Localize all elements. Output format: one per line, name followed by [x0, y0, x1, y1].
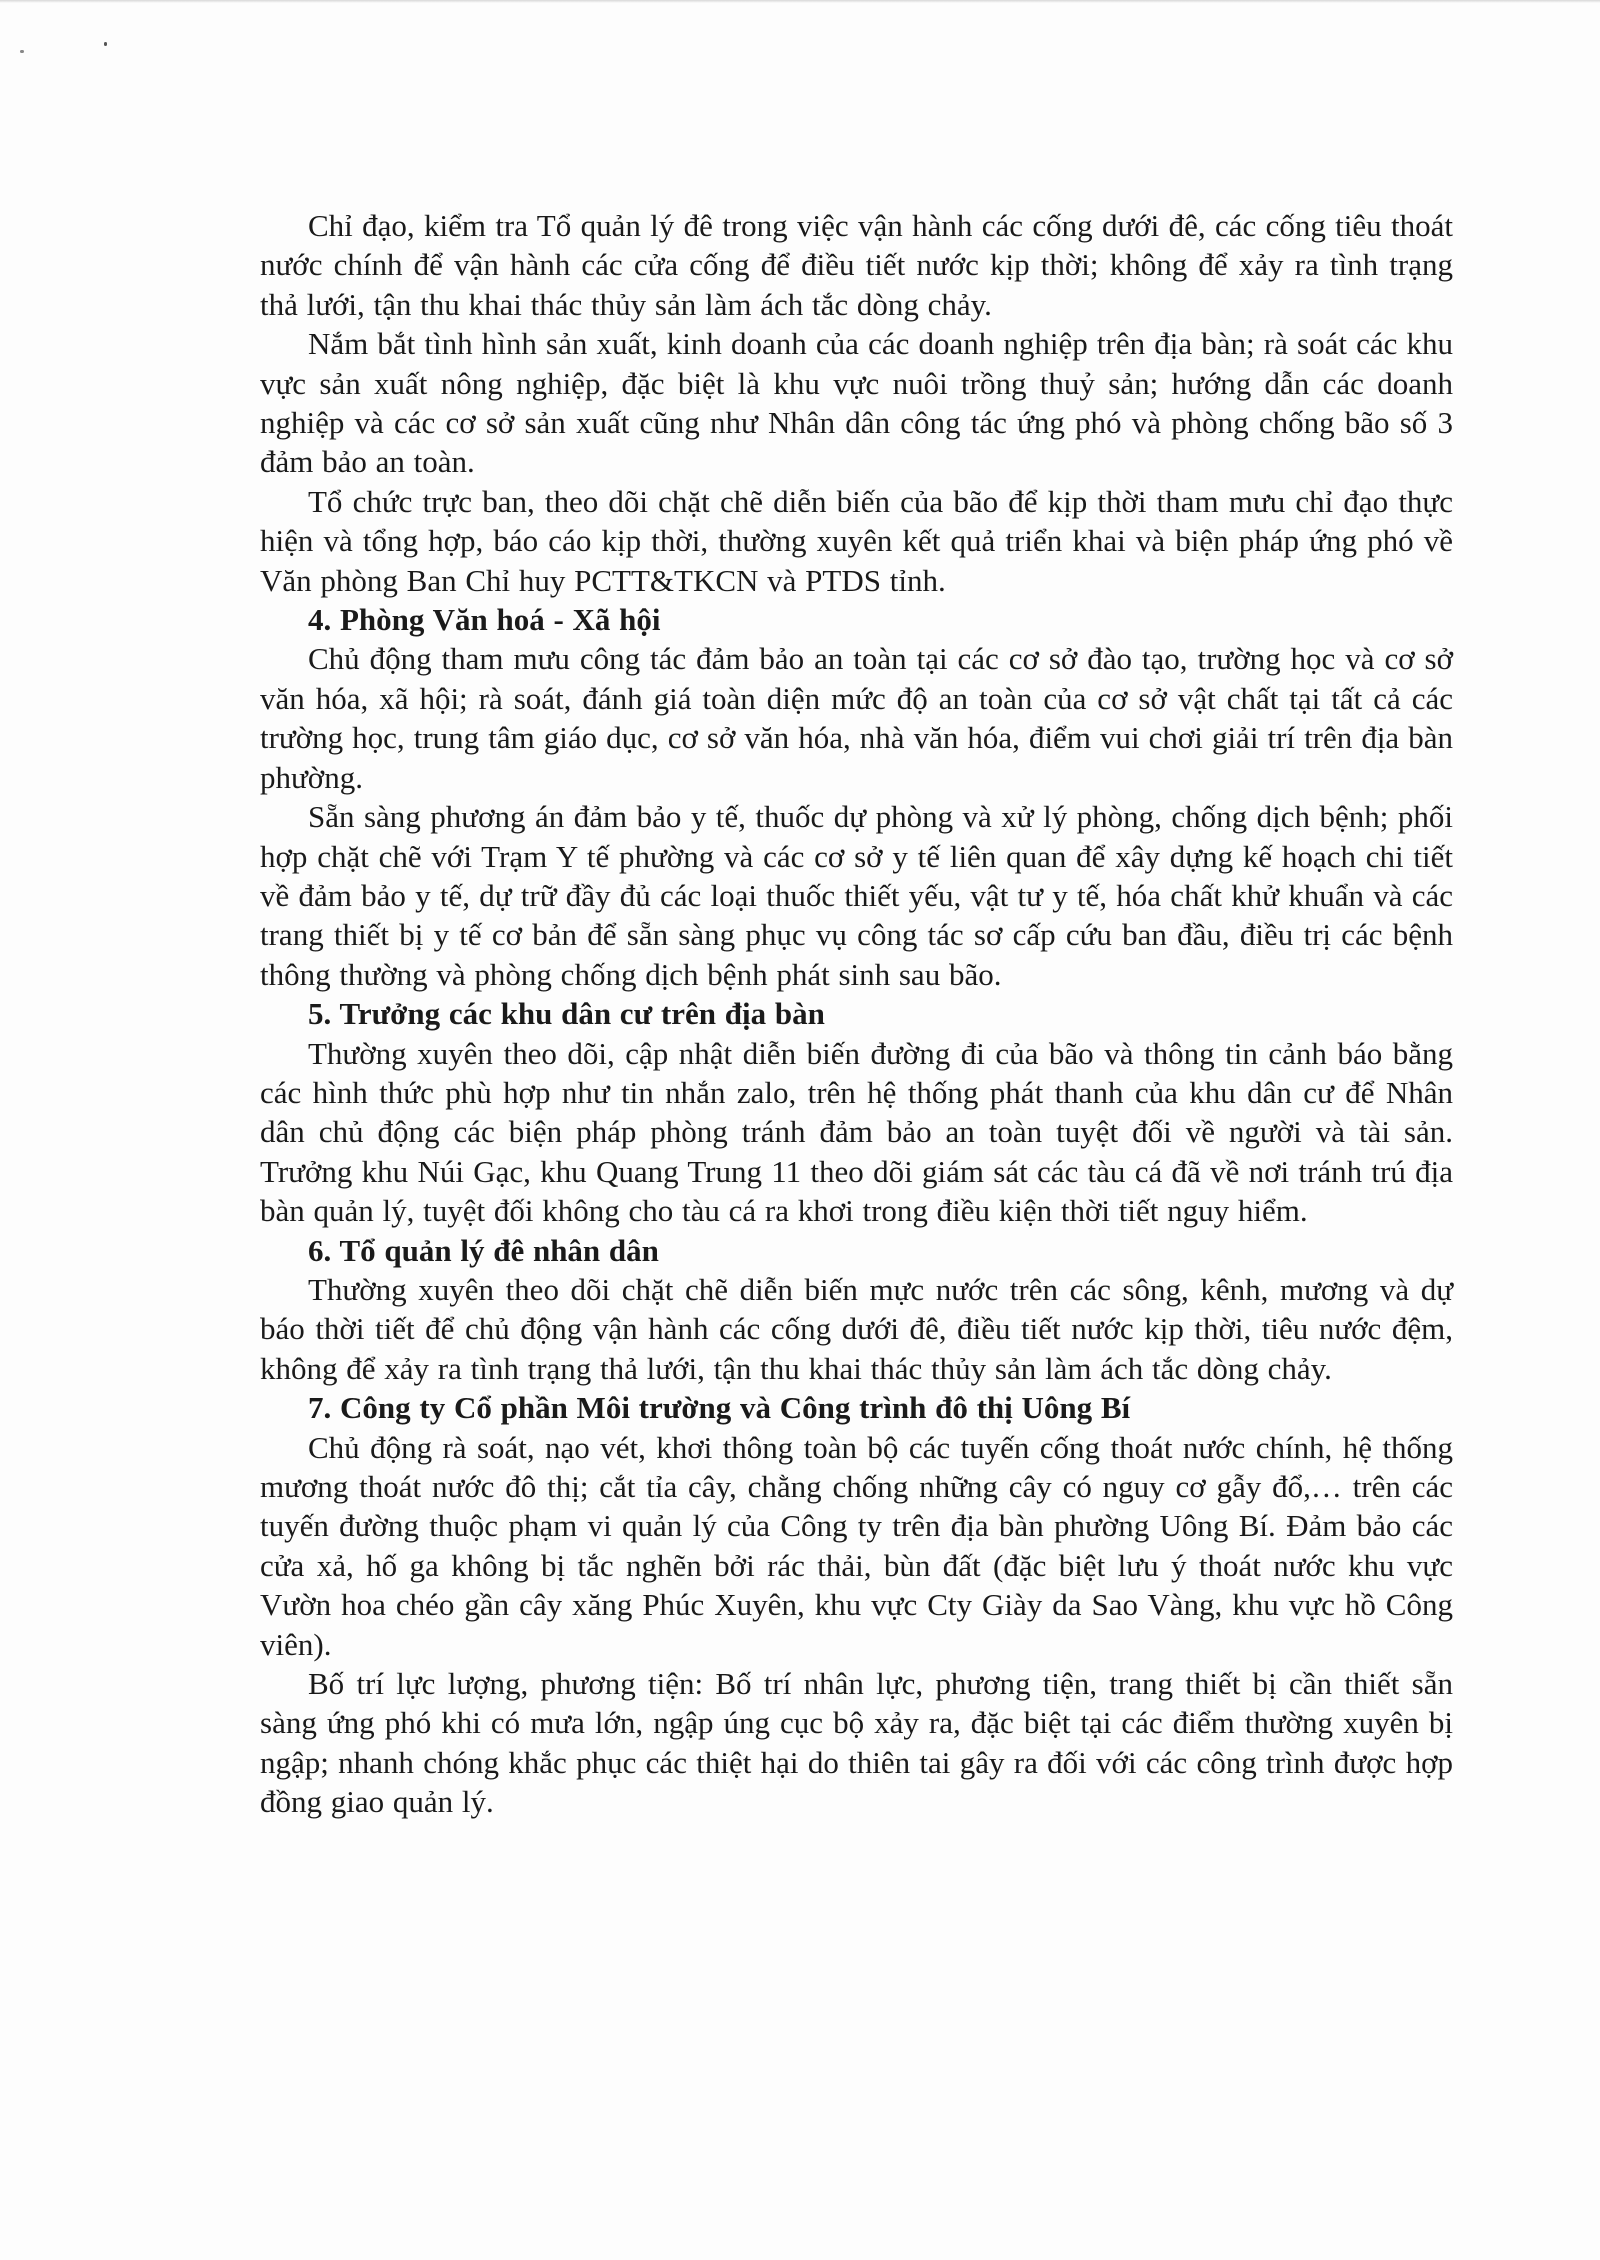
- paragraph-dike-monitoring: Thường xuyên theo dõi chặt chẽ diễn biến mực nước trên các sông, kênh, mương và dự báo thời tiết để chủ động vận hành các cống dưới đê, điều tiết nước kịp thời, tiêu nước đệm, không để xảy ra tình trạng thả lưới, tận thu khai thác thủy sản làm ách tắc dòng chảy.: [260, 1271, 1453, 1386]
- section-heading-culture-society: 4. Phòng Văn hoá - Xã hội: [308, 602, 661, 638]
- section-heading-residential-heads: 5. Trưởng các khu dân cư trên địa bàn: [308, 996, 825, 1032]
- paragraph-health-preparedness: Sẵn sàng phương án đảm bảo y tế, thuốc dự phòng và xử lý phòng, chống dịch bệnh; phối hợp chặt chẽ với Trạm Y tế phường và các cơ sở y tế liên quan để xây dựng kế hoạch chi tiết về đảm bảo y tế, dự trữ đầy đủ các loại thuốc thiết yếu, vật tư y tế, hóa chất khử khuẩn và các trang thiết bị y tế cơ bản để sẵn sàng phục vụ công tác sơ cấp cứu ban đầu, điều trị các bệnh thông thường và phòng chống dịch bệnh phát sinh sau bão.: [260, 799, 1453, 992]
- section-heading-environment-company: 7. Công ty Cổ phần Môi trường và Công trình đô thị Uông Bí: [308, 1390, 1131, 1426]
- scan-speck: [104, 42, 107, 46]
- paragraph-resources-deployment: Bố trí lực lượng, phương tiện: Bố trí nhân lực, phương tiện, trang thiết bị cần thiết sẵn sàng ứng phó khi có mưa lớn, ngập úng cục bộ xảy ra, đặc biệt tại các điểm thường xuyên bị ngập; nhanh chóng khắc phục các thiệt hại do thiên tai gây ra đối với các công trình được hợp đồng giao quản lý.: [260, 1666, 1453, 1820]
- paragraph-drainage-gates: Chỉ đạo, kiểm tra Tổ quản lý đê trong việc vận hành các cống dưới đê, các cống tiêu thoát nước chính để vận hành các cửa cống để điều tiết nước kịp thời; không để xảy ra tình trạng thả lưới, tận thu khai thác thủy sản làm ách tắc dòng chảy.: [260, 208, 1453, 322]
- paragraph-business-review: Nắm bắt tình hình sản xuất, kinh doanh của các doanh nghiệp trên địa bàn; rà soát các khu vực sản xuất nông nghiệp, đặc biệt là khu vực nuôi trồng thuỷ sản; hướng dẫn các doanh nghiệp và các cơ sở sản xuất cũng như Nhân dân công tác ứng phó và phòng chống bão số 3 đảm bảo an toàn.: [260, 326, 1453, 480]
- section-heading-dike-team: 6. Tổ quản lý đê nhân dân: [308, 1232, 659, 1268]
- document-body: [260, 206, 1453, 1822]
- scan-edge: [0, 0, 1600, 3]
- paragraph-school-safety: Chủ động tham mưu công tác đảm bảo an toàn tại các cơ sở đào tạo, trường học và cơ sở văn hóa, xã hội; rà soát, đánh giá toàn diện mức độ an toàn của cơ sở vật chất tại tất cả các trường học, trung tâm giáo dục, cơ sở văn hóa, nhà văn hóa, điểm vui chơi giải trí trên địa bàn phường.: [260, 641, 1453, 795]
- paragraph-drain-clearing: Chủ động rà soát, nạo vét, khơi thông toàn bộ các tuyến cống thoát nước chính, hệ thống mương thoát nước đô thị; cắt tỉa cây, chằng chống những cây có nguy cơ gẫy đổ,… trên các tuyến đường thuộc phạm vi quản lý của Công ty trên địa bàn phường Uông Bí. Đảm bảo các cửa xả, hố ga không bị tắc nghẽn bởi rác thải, bùn đất (đặc biệt lưu ý thoát nước khu vực Vườn hoa chéo gần cây xăng Phúc Xuyên, khu vực Cty Giày da Sao Vàng, khu vực hồ Công viên).: [260, 1429, 1453, 1662]
- paragraph-residential-warnings: Thường xuyên theo dõi, cập nhật diễn biến đường đi của bão và thông tin cảnh báo bằng các hình thức phù hợp như tin nhắn zalo, trên hệ thống phát thanh của khu dân cư để Nhân dân chủ động các biện pháp phòng tránh đảm bảo an toàn tuyệt đối về người và tài sản. Trưởng khu Núi Gạc, khu Quang Trung 11 theo dõi giám sát các tàu cá đã về nơi tránh trú địa bàn quản lý, tuyệt đối không cho tàu cá ra khơi trong điều kiện thời tiết nguy hiểm.: [260, 1035, 1453, 1229]
- scan-speck: [20, 50, 24, 53]
- paragraph-duty-reporting: Tổ chức trực ban, theo dõi chặt chẽ diễn biến của bão để kịp thời tham mưu chỉ đạo thực hiện và tổng hợp, báo cáo kịp thời, thường xuyên kết quả triển khai và biện pháp ứng phó về Văn phòng Ban Chỉ huy PCTT&TKCN và PTDS tỉnh.: [260, 483, 1453, 598]
